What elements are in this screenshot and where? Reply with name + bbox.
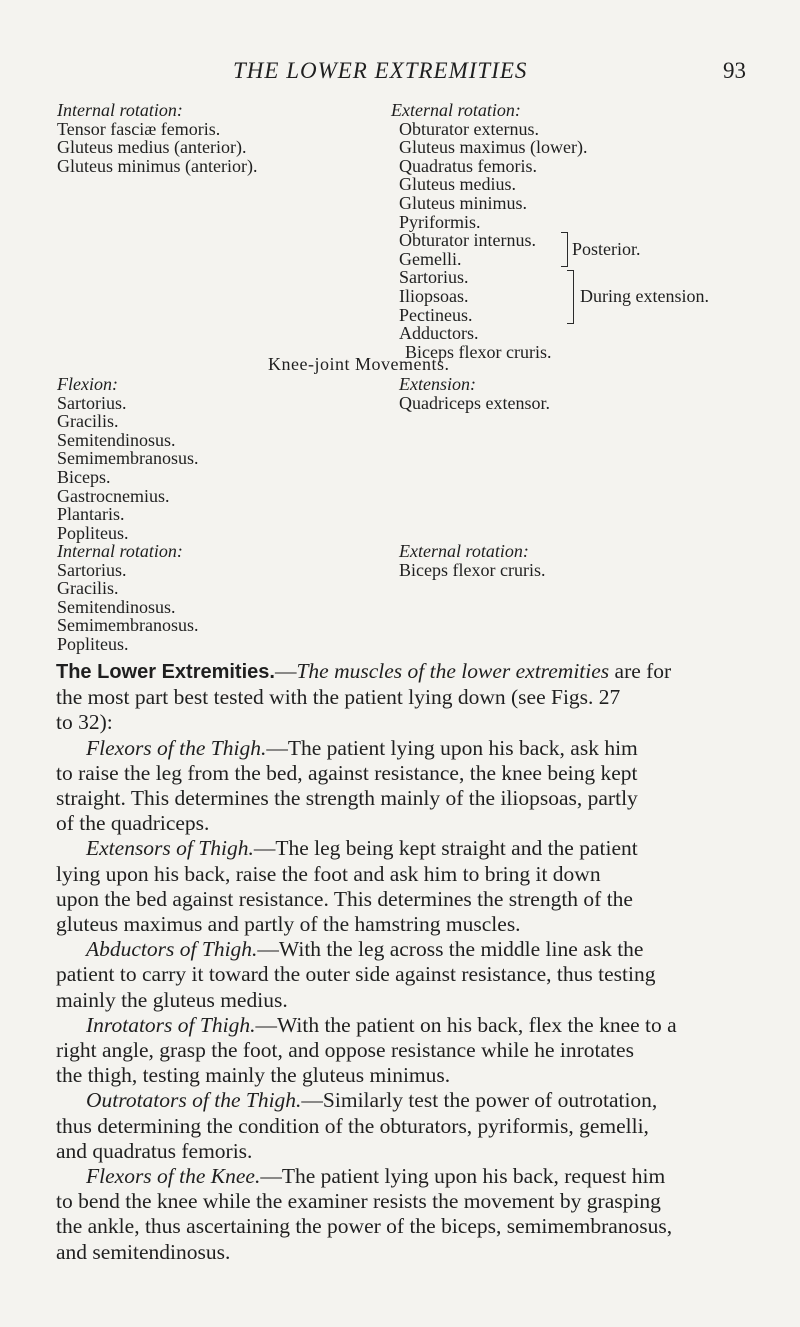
paragraph-flexors-thigh: Flexors of the Thigh.—The patient lying upon his back, ask him <box>86 735 638 760</box>
text-line: of the quadriceps. <box>56 811 210 836</box>
section-heading: The Lower Extremities. <box>56 661 275 683</box>
list-item: Sartorius. <box>399 267 469 288</box>
text-line: the ankle, thus ascertaining the power of the biceps, semimembranosus, <box>56 1214 673 1239</box>
list-item: Quadriceps extensor. <box>399 392 550 413</box>
list-item: Iliopsoas. <box>399 285 469 306</box>
posterior-bracket <box>561 232 568 267</box>
list-item: Gluteus maximus (lower). <box>399 137 588 158</box>
list-item: Gracilis. <box>57 578 119 599</box>
list-item: Adductors. <box>399 323 479 344</box>
list-item: Gluteus minimus (anterior). <box>57 155 258 176</box>
text-line: lying upon his back, raise the foot and ask him to bring it down <box>56 861 601 886</box>
text-line: upon the bed against resistance. This determines the strength of the <box>56 886 633 911</box>
paragraph-abductors-thigh: Abductors of Thigh.—With the leg across the middle line ask the <box>86 937 644 962</box>
hip-internal-rotation-heading: Internal rotation: <box>57 100 183 120</box>
list-item: Semitendinosus. <box>57 429 176 450</box>
knee-internal-rotation-list <box>57 542 199 654</box>
body-text <box>56 659 770 1265</box>
knee-extension-list <box>399 375 550 412</box>
list-item: Semitendinosus. <box>57 596 176 617</box>
page-number: 93 <box>723 58 746 83</box>
list-item: Gastrocnemius. <box>57 485 170 506</box>
list-item: Quadratus femoris. <box>399 155 537 176</box>
list-item: Obturator internus. <box>399 230 536 251</box>
text-line: mainly the gluteus medius. <box>56 987 288 1012</box>
knee-flexion-heading: Flexion: <box>57 374 118 394</box>
list-item: Sartorius. <box>57 559 127 580</box>
text-line: right angle, grasp the foot, and oppose resistance while he inrotates <box>56 1038 634 1063</box>
paragraph-flexors-knee: Flexors of the Knee.—The patient lying upon his back, request him <box>86 1164 666 1189</box>
text-line: and semitendinosus. <box>56 1239 231 1264</box>
during-extension-bracket <box>567 270 574 324</box>
list-item: Biceps flexor cruris. <box>399 559 546 580</box>
knee-internal-rotation-heading: Internal rotation: <box>57 541 183 561</box>
running-header-title: THE LOWER EXTREMITIES <box>233 58 528 83</box>
text-line: thus determining the condition of the obturators, pyriformis, gemelli, <box>56 1113 649 1138</box>
text-line: to 32): <box>56 710 113 735</box>
hip-external-rotation-list <box>382 101 587 361</box>
text-line: patient to carry it toward the outer side against resistance, thus testing <box>56 962 656 987</box>
knee-extension-heading: Extension: <box>399 374 476 394</box>
intro-dash: — <box>274 659 297 683</box>
list-item: Plantaris. <box>57 504 125 525</box>
intro-italic: The muscles of the lower extremities <box>296 659 610 683</box>
paragraph-extensors-thigh: Extensors of Thigh.—The leg being kept straight and the patient <box>86 836 638 861</box>
text-line: the most part best tested with the patient lying down (see Figs. 27 <box>56 685 621 710</box>
list-item: Semimembranosus. <box>57 615 199 636</box>
hip-internal-rotation-list <box>57 101 257 175</box>
during-extension-bracket-label: During extension. <box>580 286 709 306</box>
list-item: Pectineus. <box>399 304 473 325</box>
list-item: Gluteus medius (anterior). <box>57 137 247 158</box>
paragraph-inrotators-thigh: Inrotators of Thigh.—With the patient on his back, flex the knee to a <box>86 1012 677 1037</box>
list-item: Gluteus minimus. <box>399 192 528 213</box>
text-line: gluteus maximus and partly of the hamstring muscles. <box>56 912 521 937</box>
list-item: Gracilis. <box>57 411 119 432</box>
list-item: Pyriformis. <box>399 211 481 232</box>
list-item: Gluteus medius. <box>399 174 516 195</box>
text-line: and quadratus femoris. <box>56 1138 253 1163</box>
list-item: Tensor fasciæ femoris. <box>57 118 221 139</box>
knee-external-rotation-heading: External rotation: <box>399 541 529 561</box>
list-item: Gemelli. <box>399 248 462 269</box>
intro-line: The Lower Extremities.—The muscles of the lower extremities are for <box>56 659 672 683</box>
list-item: Biceps. <box>57 466 111 487</box>
list-item: Popliteus. <box>57 633 129 654</box>
text-line: to bend the knee while the examiner resists the movement by grasping <box>56 1189 661 1214</box>
paragraph-outrotators-thigh: Outrotators of the Thigh.—Similarly test the power of outrotation, <box>86 1088 658 1113</box>
hip-external-rotation-heading: External rotation: <box>391 100 521 120</box>
list-item: Biceps flexor cruris. <box>405 341 552 362</box>
posterior-bracket-label: Posterior. <box>572 239 641 259</box>
list-item: Obturator externus. <box>399 118 539 139</box>
list-item: Popliteus. <box>57 522 129 543</box>
knee-external-rotation-list <box>399 542 545 579</box>
text-line: straight. This determines the strength mainly of the iliopsoas, partly <box>56 786 638 811</box>
knee-joint-section-heading: Knee-joint Movements. <box>268 354 450 374</box>
text-line: to raise the leg from the bed, against resistance, the knee being kept <box>56 760 638 785</box>
text-line: the thigh, testing mainly the gluteus minimus. <box>56 1063 451 1088</box>
list-item: Sartorius. <box>57 392 127 413</box>
list-item: Semimembranosus. <box>57 448 199 469</box>
knee-flexion-list <box>57 375 199 542</box>
